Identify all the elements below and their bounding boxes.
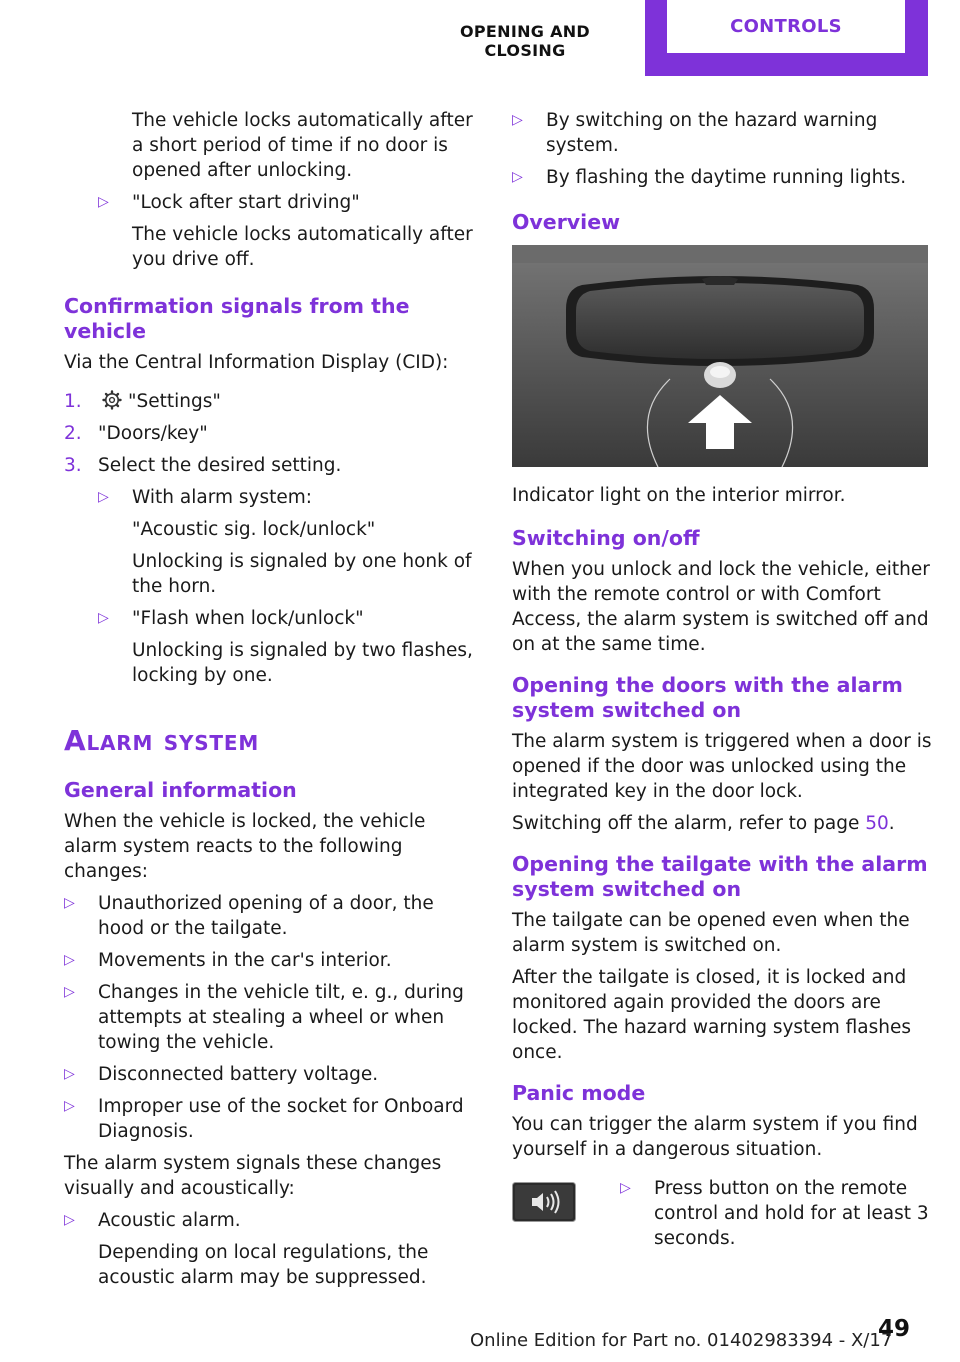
right-column	[512, 108, 932, 1258]
chapter-tab-label: CONTROLS	[667, 0, 905, 53]
list-item	[98, 606, 484, 688]
setting-options	[98, 485, 484, 688]
option-setting: "Acoustic sig. lock/unlock"	[132, 519, 376, 540]
step-number: 2.	[64, 423, 82, 444]
general-info-heading: General information	[64, 778, 297, 802]
list-item: ▷ Disconnected battery voltage.	[64, 1062, 484, 1087]
panic-heading: Panic mode	[512, 1081, 646, 1105]
image-caption: Indicator light on the interior mirror.	[512, 485, 846, 506]
doors-reference	[512, 811, 932, 836]
alarm-changes-list	[64, 891, 484, 1144]
confirm-heading: Confirmation signals from the vehicle	[64, 294, 410, 343]
list-item: ▷ By switching on the hazard warning system.	[512, 108, 932, 158]
overview-heading: Overview	[512, 210, 621, 234]
chapter-tab	[645, 0, 928, 76]
acoustic-desc: Depending on local regulations, the acoustic alarm may be suppressed.	[98, 1242, 429, 1288]
step-text: Select the desired setting.	[98, 455, 342, 476]
tailgate-text-1: The tailgate can be opened even when the alarm system is switched on.	[512, 910, 910, 956]
option-desc: Unlocking is signaled by two flashes, locking by one.	[132, 640, 473, 686]
tailgate-text-2: After the tailgate is closed, it is locked and monitored again provided the doors are locked. The hazard warning system flashes once.	[512, 967, 911, 1063]
page-number: 49	[878, 1316, 911, 1342]
signals-list-left	[64, 1208, 484, 1290]
settings-steps	[64, 389, 484, 688]
left-column	[64, 108, 484, 1297]
confirm-intro: Via the Central Information Display (CID):	[64, 352, 449, 373]
list-item: ▷ By flashing the daytime running lights.	[512, 165, 932, 190]
switching-heading: Switching on/off	[512, 526, 700, 550]
panic-horn-button-icon	[512, 1182, 576, 1222]
doors-text: The alarm system is triggered when a door is opened if the door was unlocked using the integrated key in the door lock.	[512, 731, 932, 802]
tailgate-heading: Opening the tailgate with the alarm system switched on	[512, 852, 928, 901]
option-title: ▷ With alarm system:	[132, 487, 312, 508]
option-setting: ▷ "Flash when lock/unlock"	[132, 608, 364, 629]
acoustic-title: ▷ Acoustic alarm.	[98, 1210, 241, 1231]
lock-after-driving-setting: ▷ "Lock after start driving"	[132, 192, 360, 213]
panic-text: You can trigger the alarm system if you find yourself in a dangerous situation.	[512, 1114, 918, 1160]
auto-lock-text: The vehicle locks automatically after a short period of time if no door is opened after unlocking.	[132, 110, 473, 181]
panic-instruction	[512, 1176, 932, 1258]
option-desc: Unlocking is signaled by one honk of the horn.	[132, 551, 472, 597]
list-item: ▷ Movements in the car's interior.	[64, 948, 484, 973]
doors-heading: Opening the doors with the alarm system switched on	[512, 673, 903, 722]
page-50-link[interactable]: 50	[865, 813, 889, 834]
step-item	[64, 421, 484, 446]
panic-steps	[620, 1176, 932, 1258]
step-item	[64, 389, 484, 414]
step-text: "Doors/key"	[98, 423, 208, 444]
lock-after-driving-desc: The vehicle locks automatically after you drive off.	[132, 224, 473, 270]
alarm-system-heading: Alarm system	[64, 724, 260, 757]
list-item: ▷ Improper use of the socket for Onboard Diagnosis.	[64, 1094, 484, 1144]
list-item: ▷ Changes in the vehicle tilt, e. g., during attempts at stealing a wheel or when towing the vehicle.	[64, 980, 484, 1055]
signals-list-right	[512, 108, 932, 190]
step-text: "Settings"	[128, 391, 221, 412]
reference-text: Switching off the alarm, refer to page	[512, 813, 866, 834]
step-number: 1.	[64, 391, 82, 412]
reference-suffix: .	[888, 813, 895, 834]
switching-text: When you unlock and lock the vehicle, either with the remote control or with Comfort Access, the alarm system is switched off and on at the same time.	[512, 559, 930, 655]
interior-mirror-photo	[512, 245, 928, 467]
list-item	[98, 485, 484, 599]
auto-lock-list	[98, 190, 484, 272]
list-item: ▷ Unauthorized opening of a door, the hood or the tailgate.	[64, 891, 484, 941]
edition-footer: Online Edition for Part no. 01402983394 - X/17	[470, 1330, 893, 1351]
list-item: ▷ Press button on the remote control and hold for at least 3 seconds.	[620, 1176, 932, 1251]
gear-icon	[102, 390, 122, 410]
list-item	[64, 1208, 484, 1290]
general-intro: When the vehicle is locked, the vehicle alarm system reacts to the following changes:	[64, 811, 426, 882]
signals-intro: The alarm system signals these changes visually and acoustically:	[64, 1153, 442, 1199]
step-item	[64, 453, 484, 688]
step-number: 3.	[64, 455, 82, 476]
list-item	[98, 190, 484, 272]
section-title: OPENING AND CLOSING	[459, 22, 591, 60]
